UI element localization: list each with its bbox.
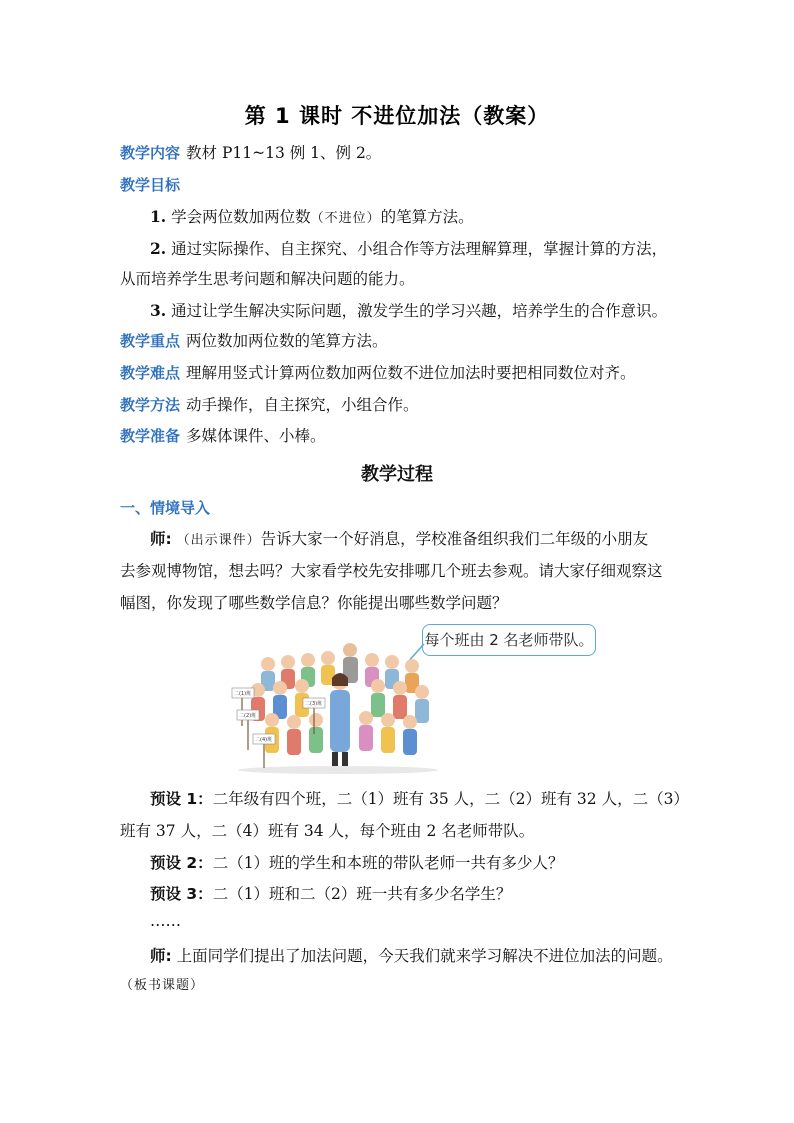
teacher-text: 上面同学们提出了加法问题，今天我们就来学习解决不进位加法的问题。 <box>176 947 673 965</box>
goal-number: 1. <box>150 207 167 226</box>
goal-item <box>150 206 474 230</box>
preset-label: 预设 1： <box>150 790 213 808</box>
sign-label: 二(1)班 <box>234 691 252 697</box>
speech-bubble: 每个班由 2 名老师带队。 <box>422 624 596 656</box>
goals-label: 教学目标 <box>120 176 181 194</box>
preset-1 <box>150 788 689 810</box>
teacher-line <box>150 528 648 552</box>
ellipsis: …… <box>150 912 181 930</box>
goal-number: 3. <box>150 301 167 320</box>
teacher-line: 去参观博物馆，想去吗？大家看学校先安排哪几个班去参观。请大家仔细观察这 <box>120 562 663 580</box>
teacher-line <box>150 945 673 967</box>
preset-text: 二（1）班和二（2）班一共有多少名学生？ <box>212 885 512 903</box>
goal-text: 通过让学生解决实际问题，激发学生的学习兴趣，培养学生的合作意识。 <box>171 302 668 320</box>
method-text: 动手操作，自主探究，小组合作。 <box>186 396 419 414</box>
goal-continuation: 从而培养学生思考问题和解决问题的能力。 <box>120 270 415 288</box>
content-label: 教学内容 <box>120 144 181 162</box>
method-label: 教学方法 <box>120 396 181 414</box>
page-title: 第 1 课时 不进位加法（教案） <box>244 104 550 128</box>
difficulty-label: 教学难点 <box>120 364 181 382</box>
difficulty-row <box>120 362 636 384</box>
board-note: （板书课题） <box>120 978 205 993</box>
goals-row <box>120 174 186 196</box>
process-title: 教学过程 <box>361 464 433 485</box>
goal-item <box>150 238 667 260</box>
sign-label: 二(4)班 <box>255 737 273 743</box>
goal-paren: （不进位） <box>310 211 381 226</box>
teacher-speaker: 师: <box>150 947 172 965</box>
section1-heading: 一、情境导入 <box>120 499 211 517</box>
prep-text: 多媒体课件、小棒。 <box>186 427 326 445</box>
key-row <box>120 330 388 352</box>
prep-row <box>120 425 326 447</box>
content-text: 教材 P11~13 例 1、例 2。 <box>186 144 382 162</box>
prep-label: 教学准备 <box>120 427 181 445</box>
ground-shadow <box>238 766 438 774</box>
preset-3 <box>150 883 511 905</box>
preset-text: 二（1）班的学生和本班的带队老师一共有多少人？ <box>212 854 564 872</box>
museum-group-illustration <box>228 642 438 774</box>
key-text: 两位数加两位数的笔算方法。 <box>186 332 388 350</box>
key-label: 教学重点 <box>120 332 181 350</box>
teacher-figure <box>330 673 350 766</box>
teacher-text: 告诉大家一个好消息，学校准备组织我们二年级的小朋友 <box>260 530 649 548</box>
goal-tail: 的笔算方法。 <box>380 208 474 226</box>
teacher-speaker: 师: <box>150 530 172 548</box>
method-row <box>120 394 419 416</box>
goal-item <box>150 300 667 322</box>
difficulty-text: 理解用竖式计算两位数加两位数不进位加法时要把相同数位对齐。 <box>186 364 636 382</box>
teacher-note: （出示课件） <box>176 533 261 548</box>
preset-label: 预设 2： <box>150 854 213 872</box>
preset-2 <box>150 852 564 874</box>
sign-label: 二(2)班 <box>239 713 257 719</box>
preset-text: 二年级有四个班，二（1）班有 35 人，二（2）班有 32 人，二（3） <box>212 790 689 808</box>
preset-label: 预设 3： <box>150 885 213 903</box>
goal-text: 学会两位数加两位数 <box>171 208 311 226</box>
goal-text: 通过实际操作、自主探究、小组合作等方法理解算理，掌握计算的方法， <box>171 240 668 258</box>
sign-label: 二(3)班 <box>305 701 323 707</box>
goal-number: 2. <box>150 239 167 258</box>
preset-1-continuation: 班有 37 人，二（4）班有 34 人，每个班由 2 名老师带队。 <box>120 822 535 840</box>
content-row <box>120 142 381 164</box>
teacher-line: 幅图，你发现了哪些数学信息？你能提出哪些数学问题？ <box>120 594 508 612</box>
